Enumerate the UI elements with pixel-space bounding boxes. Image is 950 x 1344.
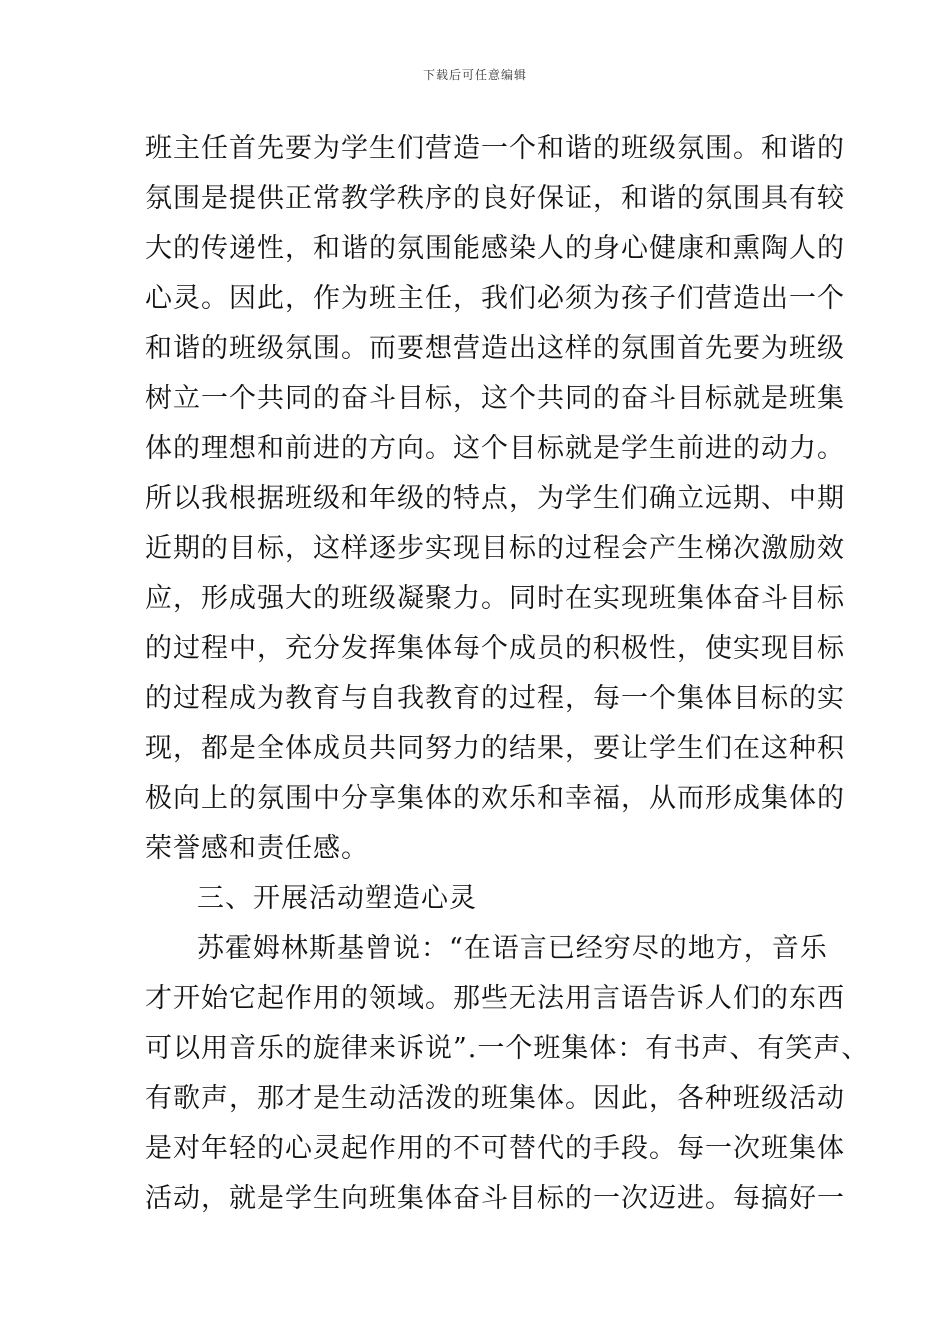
paragraph-line: 的过程成为教育与自我教育的过程，每一个集体目标的实 bbox=[145, 683, 845, 714]
body-text bbox=[145, 124, 870, 1224]
paragraph-line: 大的传递性，和谐的氛围能感染人的身心健康和熏陶人的 bbox=[145, 233, 845, 264]
paragraph-line: 活动，就是学生向班集体奋斗目标的一次迈进。每搞好一 bbox=[145, 1183, 845, 1214]
paragraph-line: 所以我根据班级和年级的特点，为学生们确立远期、中期 bbox=[145, 483, 845, 514]
paragraph-line: 有歌声，那才是生动活泼的班集体。因此，各种班级活动 bbox=[145, 1083, 845, 1114]
paragraph-line: 应，形成强大的班级凝聚力。同时在实现班集体奋斗目标 bbox=[145, 583, 845, 614]
paragraph-line: 苏霍姆林斯基曾说：“在语言已经穷尽的地方，音乐 bbox=[197, 933, 828, 964]
paragraph-line: 近期的目标，这样逐步实现目标的过程会产生梯次激励效 bbox=[145, 533, 845, 564]
paragraph-line: 树立一个共同的奋斗目标，这个共同的奋斗目标就是班集 bbox=[145, 383, 845, 414]
paragraph-line: 氛围是提供正常教学秩序的良好保证，和谐的氛围具有较 bbox=[145, 183, 845, 214]
header-note: 下载后可任意编辑 bbox=[422, 68, 527, 82]
paragraph-line: 极向上的氛围中分享集体的欢乐和幸福，从而形成集体的 bbox=[145, 783, 845, 814]
paragraph-line: 可以用音乐的旋律来诉说”.一个班集体：有书声、有笑声、 bbox=[145, 1033, 870, 1064]
paragraph-line: 是对年轻的心灵起作用的不可替代的手段。每一次班集体 bbox=[145, 1133, 845, 1164]
paragraph-line: 班主任首先要为学生们营造一个和谐的班级氛围。和谐的 bbox=[145, 133, 845, 164]
paragraph-line: 体的理想和前进的方向。这个目标就是学生前进的动力。 bbox=[145, 433, 845, 464]
paragraph-line: 的过程中，充分发挥集体每个成员的积极性，使实现目标 bbox=[145, 633, 845, 664]
paragraph-line: 现，都是全体成员共同努力的结果，要让学生们在这种积 bbox=[145, 733, 845, 764]
section-heading: 三、开展活动塑造心灵 bbox=[197, 883, 477, 914]
paragraph-line: 荣誉感和责任感。 bbox=[145, 833, 369, 864]
paragraph-line: 才开始它起作用的领域。那些无法用言语告诉人们的东西 bbox=[145, 983, 845, 1014]
paragraph-line: 心灵。因此，作为班主任，我们必须为孩子们营造出一个 bbox=[145, 283, 845, 314]
paragraph-line: 和谐的班级氛围。而要想营造出这样的氛围首先要为班级 bbox=[145, 333, 845, 364]
